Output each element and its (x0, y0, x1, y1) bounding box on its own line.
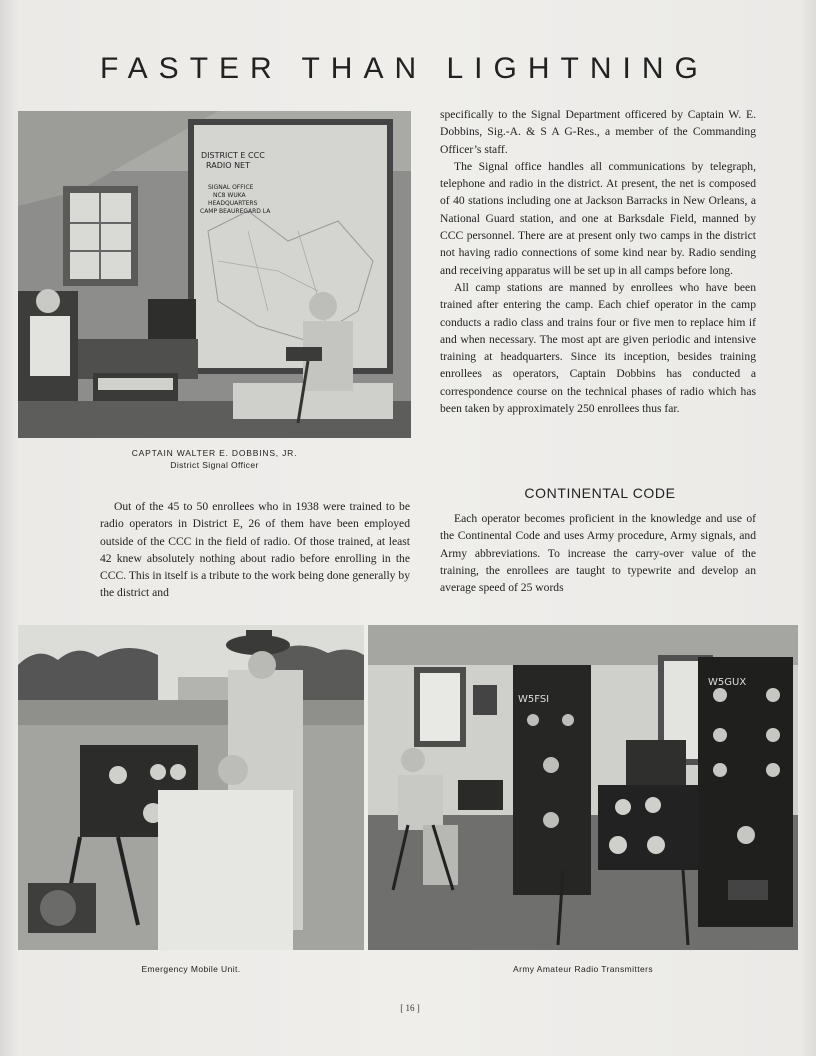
map-board-line-6: CAMP BEAUREGARD LA (200, 208, 271, 215)
map-board-line-3: SIGNAL OFFICE (208, 184, 254, 191)
transmitters-caption: Army Amateur Radio Transmitters (513, 964, 653, 974)
left-column-text (100, 498, 410, 602)
caption-role: District Signal Officer (170, 460, 259, 470)
continental-code-text (440, 510, 756, 596)
map-board-line-2: RADIO NET (206, 161, 250, 170)
section-heading: CONTINENTAL CODE (524, 485, 676, 501)
transmitters-photo (368, 625, 798, 950)
rack-label-left: W5FSI (518, 694, 550, 705)
page-number: [ 16 ] (400, 1003, 420, 1013)
map-board-line-4: NC8 WUKA (213, 192, 246, 199)
map-board-line-1: DISTRICT E CCC (201, 151, 265, 160)
paragraph: Out of the 45 to 50 enrollees who in 1938 were trained to be radio operators in District E, 26 of them have been employed outside of the CCC in the field of radio. Of those trained, at least 42 knew absolutely nothing about radio before enrolling in the CCC. This in itself is a tribute to the work being done generally by the district and (100, 500, 410, 600)
mobile-unit-caption: Emergency Mobile Unit. (141, 964, 241, 974)
paragraph: All camp stations are manned by enrollees who have been trained after entering the camp. Each chief operator in the camp conducts a radio class and trains four or five men to replace him if and when necessary. The most apt are given periodic and intensive training at headquarters. Since its inception, besides training enrollees as operators, Captain Dobbins has conducted a correspondence course on the technical phases of radio which has been taken by approximately 250 enrollees thus far. (440, 280, 756, 416)
paragraph: The Signal office handles all communications by telegraph, telephone and radio in the district. At present, the net is composed of 40 stations including one at Jackson Barracks in New Orleans, a National Guard station, and one at Barksdale Field, manned by CCC personnel. There are at present only two camps in the district not having radio connections of some kind near by. Radio sending and receiving apparatus will be set up in all camps before long. (440, 159, 756, 277)
paragraph: specifically to the Signal Department officered by Captain W. E. Dobbins, Sig.-A. & S A G-Res., a member of the Commanding Officer’s staff. (440, 108, 756, 156)
map-board-line-5: HEADQUARTERS (208, 200, 258, 207)
signal-office-caption (18, 447, 411, 471)
rack-label-right: W5GUX (708, 677, 747, 688)
right-column-text (440, 106, 756, 417)
paragraph: Each operator becomes proficient in the knowledge and use of the Continental Code and uses Army procedure, Army signals, and Army abbreviations. To increase the carry-over value of the training, the enrollees are taught to typewrite and develop an average speed of 25 words (440, 512, 756, 595)
page-title: FASTER THAN LIGHTNING (100, 52, 709, 85)
caption-name: CAPTAIN WALTER E. DOBBINS, JR. (131, 448, 298, 458)
signal-office-photo (18, 111, 411, 438)
mobile-unit-photo (18, 625, 364, 950)
